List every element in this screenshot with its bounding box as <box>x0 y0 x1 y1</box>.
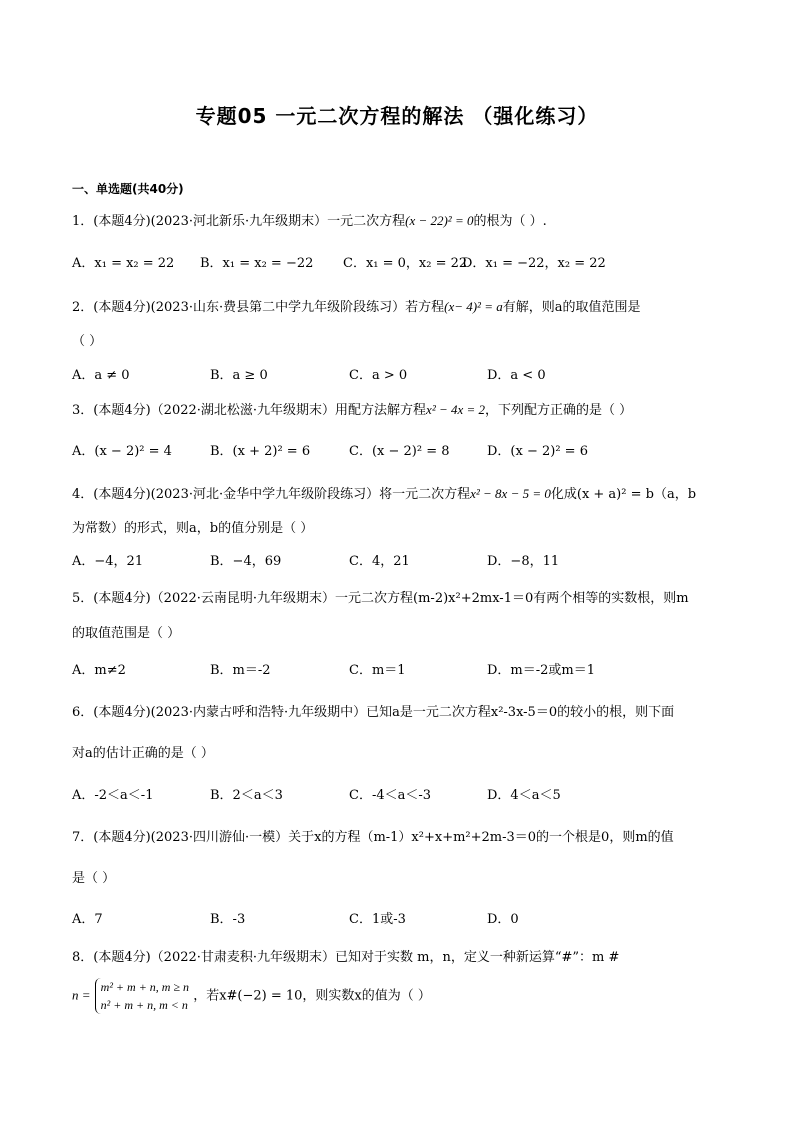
section-heading: 一、单选题(共40分) <box>72 182 184 196</box>
question-4-option-b[interactable]: B．−4，69 <box>210 554 282 569</box>
question-5-continuation: 的取值范围是（ ） <box>72 626 181 641</box>
question-1-option-c[interactable]: C．x₁ = 0，x₂ = 22 <box>343 256 468 271</box>
question-8-tail: ，若x#(−2) = 10，则实数x的值为（ ） <box>193 988 431 1004</box>
question-2-option-b[interactable]: B．a ≥ 0 <box>210 368 268 383</box>
question-1-stem: 1．(本题4分)(2023·河北新乐·九年级期末）一元二次方程(x − 22)² = 0的根为（ ）. <box>72 213 547 229</box>
question-3-option-c[interactable]: C．(x − 2)² = 8 <box>349 444 450 459</box>
case-2: n² + m + n, m < n <box>100 998 188 1012</box>
question-5-stem: 5．(本题4分)（2022·云南昆明·九年级期末）一元二次方程(m-2)x²+2mx-1＝0有两个相等的实数根，则m <box>72 591 689 606</box>
question-4-option-d[interactable]: D．−8，11 <box>487 554 560 569</box>
question-8-stem: 8．(本题4分)（2022·甘肃麦积·九年级期末）已知对于实数 m，n，定义一种新运算“#”：m # <box>72 950 620 965</box>
question-2-option-c[interactable]: C．a > 0 <box>349 368 408 383</box>
question-1-option-d[interactable]: D．x₁ = −22，x₂ = 22 <box>462 256 606 271</box>
question-6-stem: 6．(本题4分)(2023·内蒙古呼和浩特·九年级期中）已知a是一元二次方程x²-3x-5＝0的较小的根，则下面 <box>72 705 675 720</box>
question-1-option-a[interactable]: A．x₁ = x₂ = 22 <box>72 256 175 271</box>
question-6-option-a[interactable]: A．-2＜a＜-1 <box>72 788 154 803</box>
question-2-option-a[interactable]: A．a ≠ 0 <box>72 368 130 383</box>
question-5-option-a[interactable]: A．m≠2 <box>72 663 126 678</box>
question-5-option-b[interactable]: B．m＝-2 <box>210 663 271 678</box>
question-2-continuation: （ ） <box>72 334 103 349</box>
question-4-stem: 4．(本题4分)(2023·河北·金华中学九年级阶段练习）将一元二次方程x² − 8x − 5 = 0化成(x + a)² = b（a，b <box>72 486 697 502</box>
question-7-option-a[interactable]: A．7 <box>72 912 103 927</box>
question-7-option-d[interactable]: D．0 <box>487 912 519 927</box>
question-2-stem: 2．(本题4分)(2023·山东·费县第二中学九年级阶段练习）若方程(x− 4)² = a有解，则a的取值范围是 <box>72 299 641 315</box>
case-1: m² + m + n, m ≥ n <box>100 980 190 994</box>
question-3-option-d[interactable]: D．(x − 2)² = 6 <box>487 444 588 459</box>
question-5-option-c[interactable]: C．m＝1 <box>349 663 406 678</box>
question-6-continuation: 对a的估计正确的是（ ） <box>72 746 214 761</box>
question-7-option-b[interactable]: B．-3 <box>210 912 246 927</box>
question-6-option-d[interactable]: D．4＜a＜5 <box>487 788 561 803</box>
question-3-option-a[interactable]: A．(x − 2)² = 4 <box>72 444 172 459</box>
question-7-continuation: 是（ ） <box>72 871 116 886</box>
question-7-stem: 7．(本题4分)(2023·四川游仙·一模）关于x的方程（m-1）x²+x+m²+2m-3＝0的一个根是0，则m的值 <box>72 830 674 845</box>
question-7-option-c[interactable]: C．1或-3 <box>349 912 406 927</box>
question-4-continuation: 为常数）的形式，则a，b的值分别是（ ） <box>72 521 314 536</box>
question-8-lead: n = <box>72 987 91 1003</box>
question-8-piecewise-definition <box>72 978 431 1014</box>
question-6-option-c[interactable]: C．-4＜a＜-3 <box>349 788 432 803</box>
page-title: 专题05 一元二次方程的解法 （强化练习） <box>195 104 599 128</box>
question-1-option-b[interactable]: B．x₁ = x₂ = −22 <box>200 256 314 271</box>
question-3-stem: 3．(本题4分)（2022·湖北松滋·九年级期末）用配方法解方程x² − 4x = 2，下列配方正确的是（ ） <box>72 402 633 418</box>
question-5-option-d[interactable]: D．m＝-2或m＝1 <box>487 663 596 678</box>
question-3-option-b[interactable]: B．(x + 2)² = 6 <box>210 444 311 459</box>
question-4-option-c[interactable]: C．4，21 <box>349 554 410 569</box>
piecewise-cases <box>95 978 189 1014</box>
question-2-option-d[interactable]: D．a < 0 <box>487 368 546 383</box>
question-4-option-a[interactable]: A．−4，21 <box>72 554 144 569</box>
question-6-option-b[interactable]: B．2＜a＜3 <box>210 788 283 803</box>
